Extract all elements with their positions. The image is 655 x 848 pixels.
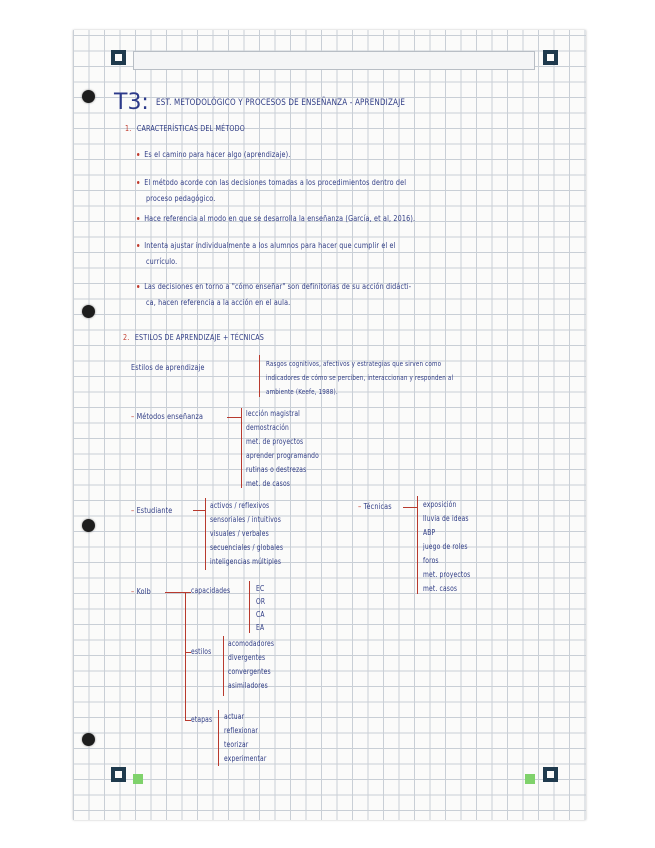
corner-marker-bottom-left	[111, 767, 126, 782]
capacidades-bracket	[249, 581, 250, 633]
metodos-bracket	[241, 408, 242, 488]
capacidad-2: OR	[256, 597, 266, 606]
capacidad-1: EC	[256, 584, 265, 593]
binder-hole-top	[82, 90, 95, 103]
tecnica-5: foros	[423, 556, 439, 565]
binder-hole-bottom	[82, 733, 95, 746]
estudiante-1: activos / reflexivos	[210, 501, 270, 510]
capacidad-4: EA	[256, 623, 265, 632]
etapas-label: etapas	[191, 715, 213, 724]
estudiante-bracket	[205, 498, 206, 570]
kolb-connector	[165, 592, 185, 593]
estudiante-label-text: Estudiante	[136, 506, 173, 515]
etapa-4: experimentar	[224, 754, 267, 763]
metodo-1: lección magistral	[246, 409, 301, 418]
corner-marker-top-left	[111, 50, 126, 65]
estilo-kolb-1: acomodadores	[228, 639, 275, 648]
section2-heading	[123, 333, 264, 342]
estudiante-2: sensoriales / intuitivos	[210, 515, 282, 524]
section1-heading-text: CARACTERÍSTICAS DEL MÉTODO	[136, 124, 245, 133]
metodos-connector	[227, 417, 241, 418]
kolb-bracket	[185, 592, 186, 720]
corner-marker-top-right	[543, 50, 558, 65]
tecnica-7: met. casos	[423, 584, 458, 593]
section2-number: 2.	[123, 333, 130, 342]
tecnica-4: juego de roles	[423, 542, 468, 551]
metodos-label: – Métodos enseñanza	[131, 412, 204, 421]
notebook-page	[73, 30, 586, 820]
estilos-def-1: Rasgos cognitivos, afectivos y estrategias que sirven como	[266, 360, 442, 368]
bullet-1-text: Es el camino para hacer algo (aprendizaje).	[144, 150, 291, 159]
estudiante-3: visuales / verbales	[210, 529, 269, 538]
estilos-kolb-bracket	[223, 636, 224, 696]
bullet-4	[137, 241, 396, 250]
estilo-kolb-2: divergentes	[228, 653, 266, 662]
bullet-4-text: Intenta ajustar individualmente a los alumnos para hacer que cumplir el el	[144, 241, 396, 250]
title-number: T3:	[114, 90, 149, 115]
tecnica-2: lluvia de ideas	[423, 514, 469, 523]
capacidad-3: CA	[256, 610, 265, 619]
estudiante-5: inteligencias múltiples	[210, 557, 282, 566]
bullet-4-cont: currículo.	[146, 257, 178, 266]
tecnicas-connector	[403, 507, 417, 508]
header-box	[133, 51, 535, 70]
bullet-2-text: El método acorde con las decisiones tomadas a los procedimientos dentro del	[144, 178, 407, 187]
tecnicas-label: – Técnicas	[358, 502, 392, 511]
bullet-3	[137, 214, 415, 223]
green-marker-right	[525, 774, 535, 784]
kolb-label-text: Kolb	[136, 587, 151, 596]
bullet-2-cont: proceso pedagógico.	[146, 194, 216, 203]
metodo-6: met. de casos	[246, 479, 291, 488]
etapa-3: teorizar	[224, 740, 249, 749]
etapa-2: reflexionar	[224, 726, 258, 735]
estilos-def-3: ambiente (Keefe, 1988).	[266, 388, 338, 396]
capacidades-label: capacidades	[191, 586, 231, 595]
etapa-1: actuar	[224, 712, 245, 721]
metodo-2: demostración	[246, 423, 289, 432]
estilos-label: Estilos de aprendizaje	[131, 363, 205, 372]
metodo-5: rutinas o destrezas	[246, 465, 307, 474]
estilos-def-2: indicadores de cómo se perciben, interaccionan y responden al	[266, 374, 454, 382]
metodos-label-text: Métodos enseñanza	[136, 412, 204, 421]
bullet-5	[137, 282, 411, 291]
binder-hole-lower-mid	[82, 519, 95, 532]
tecnica-6: met. proyectos	[423, 570, 471, 579]
estudiante-4: secuenciales / globales	[210, 543, 284, 552]
estilos-kolb-label: estilos	[191, 647, 212, 656]
metodo-3: met. de proyectos	[246, 437, 304, 446]
tecnica-3: ABP	[423, 528, 436, 537]
etapas-bracket	[218, 710, 219, 766]
section1-heading	[125, 124, 245, 133]
estudiante-label: – Estudiante	[131, 506, 173, 515]
metodo-4: aprender programando	[246, 451, 319, 460]
tecnica-1: exposición	[423, 500, 457, 509]
binder-hole-upper-mid	[82, 305, 95, 318]
estilos-bracket	[259, 355, 260, 397]
bullet-5-cont: ca, hacen referencia a la acción en el aula.	[146, 298, 291, 307]
tecnicas-label-text: Técnicas	[363, 502, 392, 511]
corner-marker-bottom-right	[543, 767, 558, 782]
kolb-label: – Kolb	[131, 587, 151, 596]
estilo-kolb-3: convergentes	[228, 667, 271, 676]
section2-heading-text: ESTILOS DE APRENDIZAJE + TÉCNICAS	[134, 333, 264, 342]
title-text: EST. METODOLÓGICO Y PROCESOS DE ENSEÑANZA - APRENDIZAJE	[155, 98, 405, 108]
bullet-5-text: Las decisiones en torno a "cómo enseñar" son definitorias de su acción didácti-	[144, 282, 412, 291]
tecnicas-bracket	[417, 496, 418, 594]
bullet-1	[137, 150, 290, 159]
estudiante-connector	[193, 510, 205, 511]
estilo-kolb-4: asimiladores	[228, 681, 268, 690]
bullet-3-text: Hace referencia al modo en que se desarrolla la enseñanza (García, et al, 2016).	[144, 214, 416, 223]
page-title	[114, 90, 467, 115]
section1-number: 1.	[125, 124, 132, 133]
green-marker-left	[133, 774, 143, 784]
bullet-2	[137, 178, 406, 187]
